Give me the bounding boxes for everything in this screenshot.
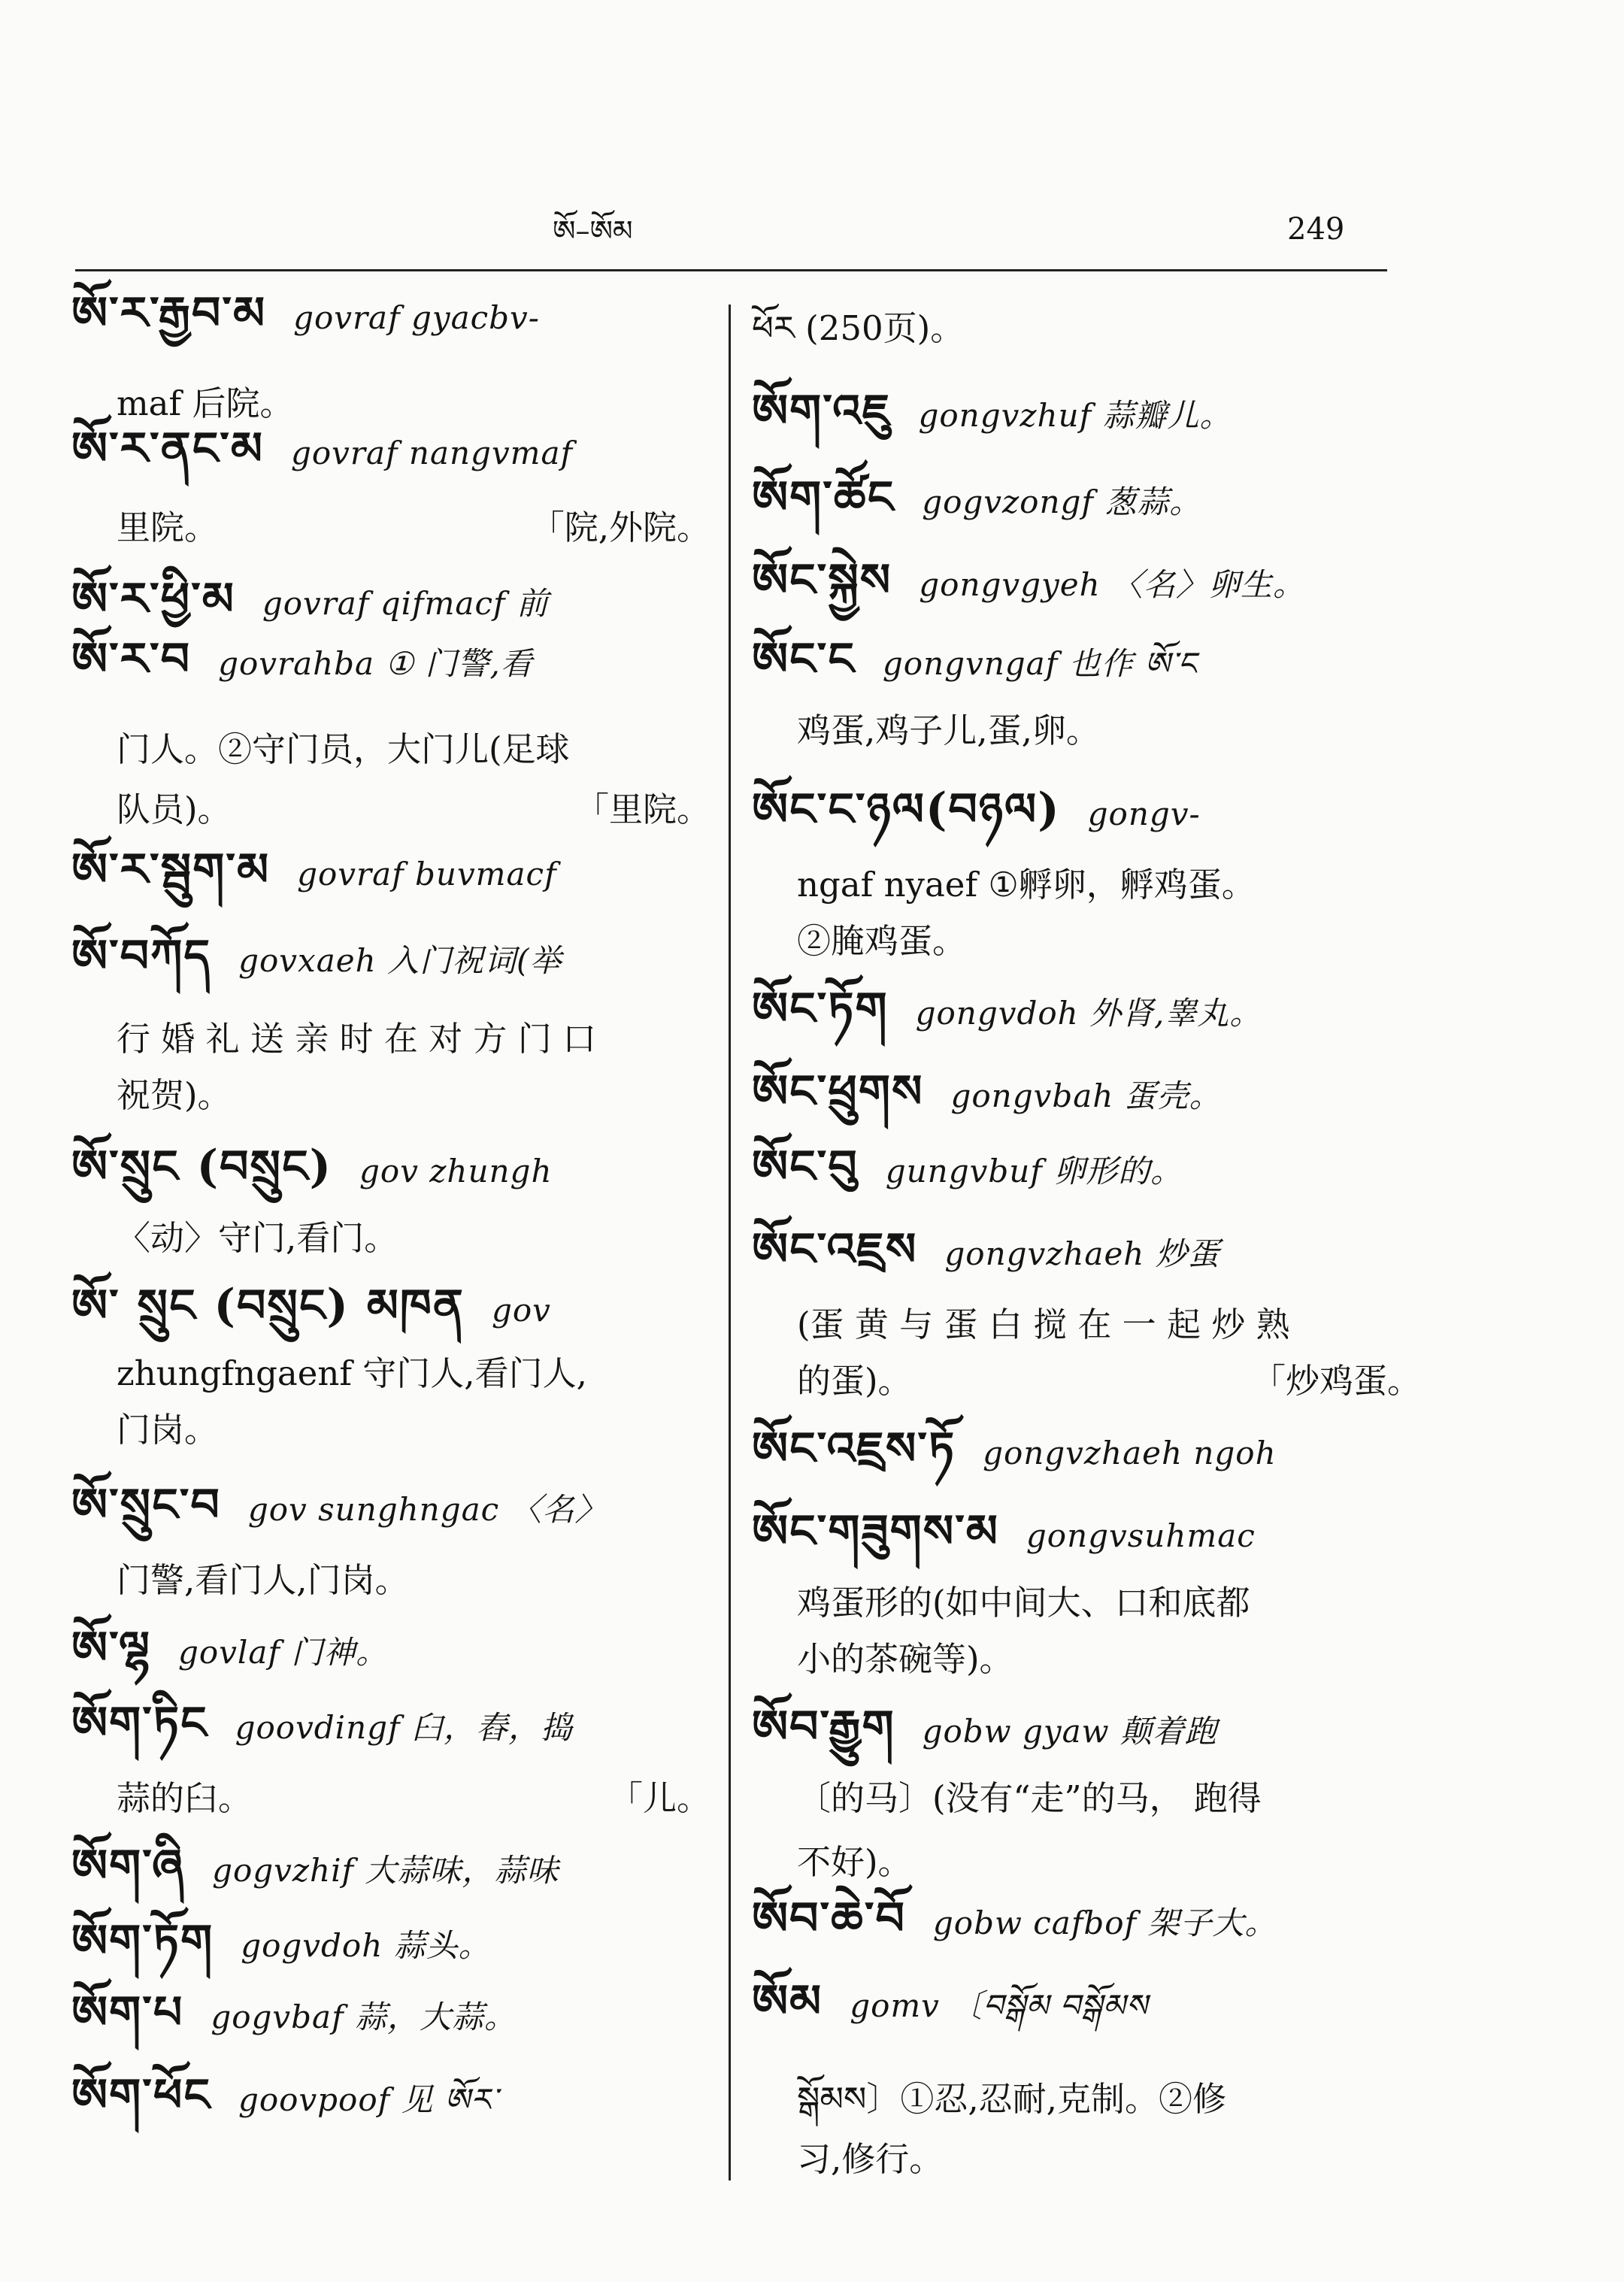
tibetan-headword: ཨོག་ཞི bbox=[71, 1840, 186, 1893]
entry-headline bbox=[752, 1893, 1429, 1945]
entry-headline bbox=[752, 471, 1429, 524]
tibetan-headword: ཨོང་འཇྲས bbox=[752, 1223, 918, 1276]
romanization-and-gloss: gongv- bbox=[1087, 796, 1201, 832]
definition-text: 鸡蛋形的(如中间大、口和底都 bbox=[797, 1583, 1250, 1623]
romanization-and-gloss: gongvsuhmac bbox=[1026, 1517, 1256, 1554]
definition-text: 习,修行。 bbox=[797, 2139, 944, 2179]
definition-text: ngaf nyaef ①孵卵，孵鸡蛋。 bbox=[797, 865, 1256, 905]
romanization-and-gloss: govraf qifmacf 前 bbox=[262, 585, 549, 622]
entry-headline bbox=[71, 1479, 718, 1532]
entry-headline bbox=[752, 1423, 1429, 1475]
romanization-and-gloss: gobw gyaw 颠着跑 bbox=[922, 1713, 1217, 1750]
romanization-and-gloss: gogvbaf 蒜，大蒜。 bbox=[211, 1999, 517, 2035]
entry-continuation bbox=[797, 2077, 1429, 2121]
definition-text: 的蛋)。 bbox=[797, 1361, 912, 1401]
tibetan-headword: ཨོབ་ཆེ་བོ bbox=[752, 1893, 906, 1945]
entry-headline bbox=[71, 2069, 718, 2122]
romanization-and-gloss: gogvzongf 葱蒜。 bbox=[922, 483, 1202, 520]
entry-continuation bbox=[117, 728, 718, 771]
entry-headline bbox=[752, 1141, 1429, 1193]
romanization-and-gloss: govrahba ① 门警,看 bbox=[218, 645, 533, 682]
romanization-and-gloss: gongvzhuf 蒜瓣儿。 bbox=[918, 397, 1232, 434]
entry-continuation bbox=[117, 1559, 718, 1602]
entry-continuation bbox=[117, 1017, 718, 1061]
romanization-and-gloss: gov zhungh bbox=[359, 1153, 553, 1189]
tibetan-headword: ཨོག་པ bbox=[71, 1987, 184, 2039]
entry-continuation bbox=[117, 1777, 718, 1820]
definition-text: 里院。 bbox=[117, 508, 219, 547]
definition-text: 〈动〉守门,看门。 bbox=[117, 1218, 398, 1258]
header-rule bbox=[75, 269, 1387, 271]
runover-tail: 「院,外院。 bbox=[530, 508, 710, 547]
romanization-and-gloss: gongvzhaeh 炒蛋 bbox=[944, 1235, 1220, 1272]
entry-headline bbox=[71, 1280, 718, 1332]
entry-continuation bbox=[117, 382, 718, 426]
tibetan-headword: ཨོ་ར་ནང་མ bbox=[71, 423, 264, 475]
entry-continuation bbox=[797, 1638, 1429, 1681]
romanization-and-gloss: govraf nangvmaf bbox=[291, 435, 574, 471]
tibetan-headword: ཨོ་ར་ཕྱི་མ bbox=[71, 573, 235, 626]
romanization-and-gloss: gomv 〔བསྒོམ བསྒོམས bbox=[850, 1987, 1148, 2024]
tibetan-headword: ཨོབ་རྒྱུག bbox=[752, 1701, 895, 1753]
entry-headline bbox=[71, 1697, 718, 1750]
entry-headline bbox=[752, 554, 1429, 607]
tibetan-headword: ཨོ་སྲུང་བ bbox=[71, 1479, 221, 1532]
entry-headline bbox=[71, 1141, 718, 1193]
tibetan-headword: ཨོ་ལྷ bbox=[71, 1622, 152, 1674]
entry-continuation bbox=[797, 863, 1429, 907]
entry-continuation bbox=[797, 1303, 1429, 1347]
entry-headline bbox=[71, 930, 718, 983]
entry-continuation bbox=[797, 709, 1429, 753]
entry-continuation bbox=[117, 1074, 718, 1117]
romanization-and-gloss: gobw cafbof 架子大。 bbox=[932, 1905, 1277, 1941]
entry-headline bbox=[71, 1987, 718, 2039]
runover-tail: 「炒鸡蛋。 bbox=[1251, 1361, 1421, 1401]
entry-headline bbox=[71, 1915, 718, 1968]
definition-text: 门人。②守门员，大门儿(足球 bbox=[117, 729, 570, 769]
definition-text: zhungfngaenf 守门人,看门人, bbox=[117, 1353, 587, 1393]
romanization-and-gloss: govraf buvmacf bbox=[297, 856, 557, 892]
entry-headline bbox=[71, 844, 718, 896]
romanization-and-gloss: gongvzhaeh ngoh bbox=[983, 1435, 1277, 1471]
runover-tail: 「儿。 bbox=[608, 1778, 710, 1818]
runover-tail: 「里院。 bbox=[574, 789, 710, 829]
romanization-and-gloss: gogvzhif 大蒜味，蒜味 bbox=[212, 1852, 559, 1889]
tibetan-headword: ཨོ་སྲུང (བསྲུང) bbox=[71, 1141, 333, 1193]
tibetan-headword: ཨོ་ར་བ bbox=[71, 633, 192, 686]
romanization-and-gloss: govlaf 门神。 bbox=[178, 1634, 389, 1671]
tibetan-headword: ཨོག་ཚོང bbox=[752, 471, 895, 524]
definition-text: 门警,看门人,门岗。 bbox=[117, 1560, 409, 1600]
entry-continuation bbox=[117, 1408, 718, 1452]
entry-headline bbox=[752, 1505, 1429, 1558]
tibetan-headword: ཨོང་གཟུགས་མ bbox=[752, 1505, 999, 1558]
entry-headline bbox=[71, 633, 718, 686]
definition-text: 队员)。 bbox=[117, 789, 232, 829]
definition-text: 行 婚 礼 送 亲 时 在 对 方 门 口 bbox=[117, 1019, 597, 1059]
definition-text: ②腌鸡蛋。 bbox=[797, 921, 967, 961]
romanization-and-gloss: gov bbox=[491, 1292, 551, 1329]
romanization-and-gloss: goovpoof 见 ཨོར་ bbox=[238, 2081, 498, 2118]
tibetan-headword: ཨོ་བཀོད bbox=[71, 930, 212, 983]
tibetan-headword: ཨོག་ཏོག bbox=[71, 1915, 214, 1968]
entry-headline bbox=[71, 1840, 718, 1893]
entry-continuation bbox=[797, 1581, 1429, 1625]
romanization-and-gloss: govraf gyacbv- bbox=[293, 299, 540, 336]
page-number: 249 bbox=[1287, 212, 1345, 247]
entry-headline bbox=[752, 1223, 1429, 1276]
romanization-and-gloss: govxaeh 入门祝词(举 bbox=[238, 942, 562, 979]
romanization-and-gloss: goovdingf 臼，舂，捣 bbox=[235, 1709, 573, 1746]
entry-continuation bbox=[117, 1217, 718, 1260]
tibetan-headword: ཨོ་ སྲུང (བསྲུང) མཁན bbox=[71, 1280, 465, 1332]
entry-continuation bbox=[117, 788, 718, 832]
entry-continuation bbox=[797, 1359, 1429, 1403]
definition-text: 鸡蛋,鸡子儿,蛋,卵。 bbox=[797, 711, 1100, 750]
definition-text: 祝贺)。 bbox=[117, 1075, 232, 1115]
definition-text: 不好)。 bbox=[797, 1842, 912, 1882]
entry-headline bbox=[752, 633, 1429, 686]
entry-headline bbox=[71, 287, 718, 340]
romanization-and-gloss: gongvbah 蛋壳。 bbox=[950, 1077, 1222, 1114]
romanization-and-gloss: gongvngaf 也作 ཨོ་ང bbox=[882, 645, 1197, 682]
definition-text: སྒོམས〕①忍,忍耐,克制。②修 bbox=[797, 2079, 1226, 2119]
definition-text: 门岗。 bbox=[117, 1410, 219, 1450]
romanization-and-gloss: gongvdoh 外肾,睾丸。 bbox=[915, 995, 1262, 1032]
entry-continuation bbox=[797, 1777, 1429, 1820]
definition-text: 蒜的臼。 bbox=[117, 1778, 253, 1818]
tibetan-headword: ཨོག་ཏིང bbox=[71, 1697, 208, 1750]
entry-headline bbox=[752, 385, 1429, 438]
tibetan-headword: ཨོང་བུ bbox=[752, 1141, 859, 1193]
definition-text: 〔的马〕(没有“走”的马， 跑得 bbox=[797, 1778, 1262, 1818]
tibetan-headword: ཨོག་ཕོང bbox=[71, 2069, 211, 2122]
entry-headline bbox=[752, 783, 1429, 836]
entry-headline bbox=[752, 983, 1429, 1035]
definition-text: ཕོར (250页)。 bbox=[752, 308, 965, 348]
tibetan-headword: ཨོམ bbox=[752, 1975, 823, 2028]
entry-headline bbox=[71, 423, 718, 475]
definition-text: 小的茶碗等)。 bbox=[797, 1639, 1013, 1679]
definition-text: maf 后院。 bbox=[117, 383, 294, 423]
romanization-and-gloss: gungvbuf 卵形的。 bbox=[885, 1153, 1183, 1189]
romanization-and-gloss: gogvdoh 蒜头。 bbox=[241, 1927, 491, 1964]
tibetan-headword: ཨོ་ར་རྒྱབ་མ bbox=[71, 287, 267, 340]
column-divider bbox=[729, 305, 731, 2180]
entry-headline bbox=[752, 1975, 1429, 2028]
tibetan-headword: ཨོང་འཇྲས་ཏོ bbox=[752, 1423, 956, 1475]
entry-continuation bbox=[797, 2138, 1429, 2181]
entry-headline bbox=[752, 307, 1429, 350]
entry-headline bbox=[752, 1701, 1429, 1753]
tibetan-headword: ཨོང་ང bbox=[752, 633, 856, 686]
entry-headline bbox=[71, 573, 718, 626]
entry-headline bbox=[71, 1622, 718, 1674]
entry-continuation bbox=[117, 1352, 718, 1396]
entry-continuation bbox=[797, 920, 1429, 963]
header-guide-words: ཨོ–ཨོམ bbox=[553, 214, 633, 247]
tibetan-headword: ཨོང་ཕྲུགས bbox=[752, 1065, 924, 1118]
entry-headline bbox=[752, 1065, 1429, 1118]
tibetan-headword: ཨོང་ང་ཉལ(བཉལ) bbox=[752, 783, 1061, 836]
entry-continuation bbox=[797, 1841, 1429, 1884]
entry-continuation bbox=[117, 506, 718, 550]
tibetan-headword: ཨོག་འཇུ bbox=[752, 385, 892, 438]
romanization-and-gloss: gov sunghngac 〈名〉 bbox=[247, 1491, 607, 1528]
tibetan-headword: ཨོ་ར་སྦུག་མ bbox=[71, 844, 271, 896]
tibetan-headword: ཨོང་ཏོག bbox=[752, 983, 889, 1035]
romanization-and-gloss: gongvgyeh 〈名〉卵生。 bbox=[919, 566, 1305, 603]
tibetan-headword: ཨོང་སྐྱེས bbox=[752, 554, 892, 607]
definition-text: (蛋 黄 与 蛋 白 搅 在 一 起 炒 熟 bbox=[797, 1305, 1290, 1344]
